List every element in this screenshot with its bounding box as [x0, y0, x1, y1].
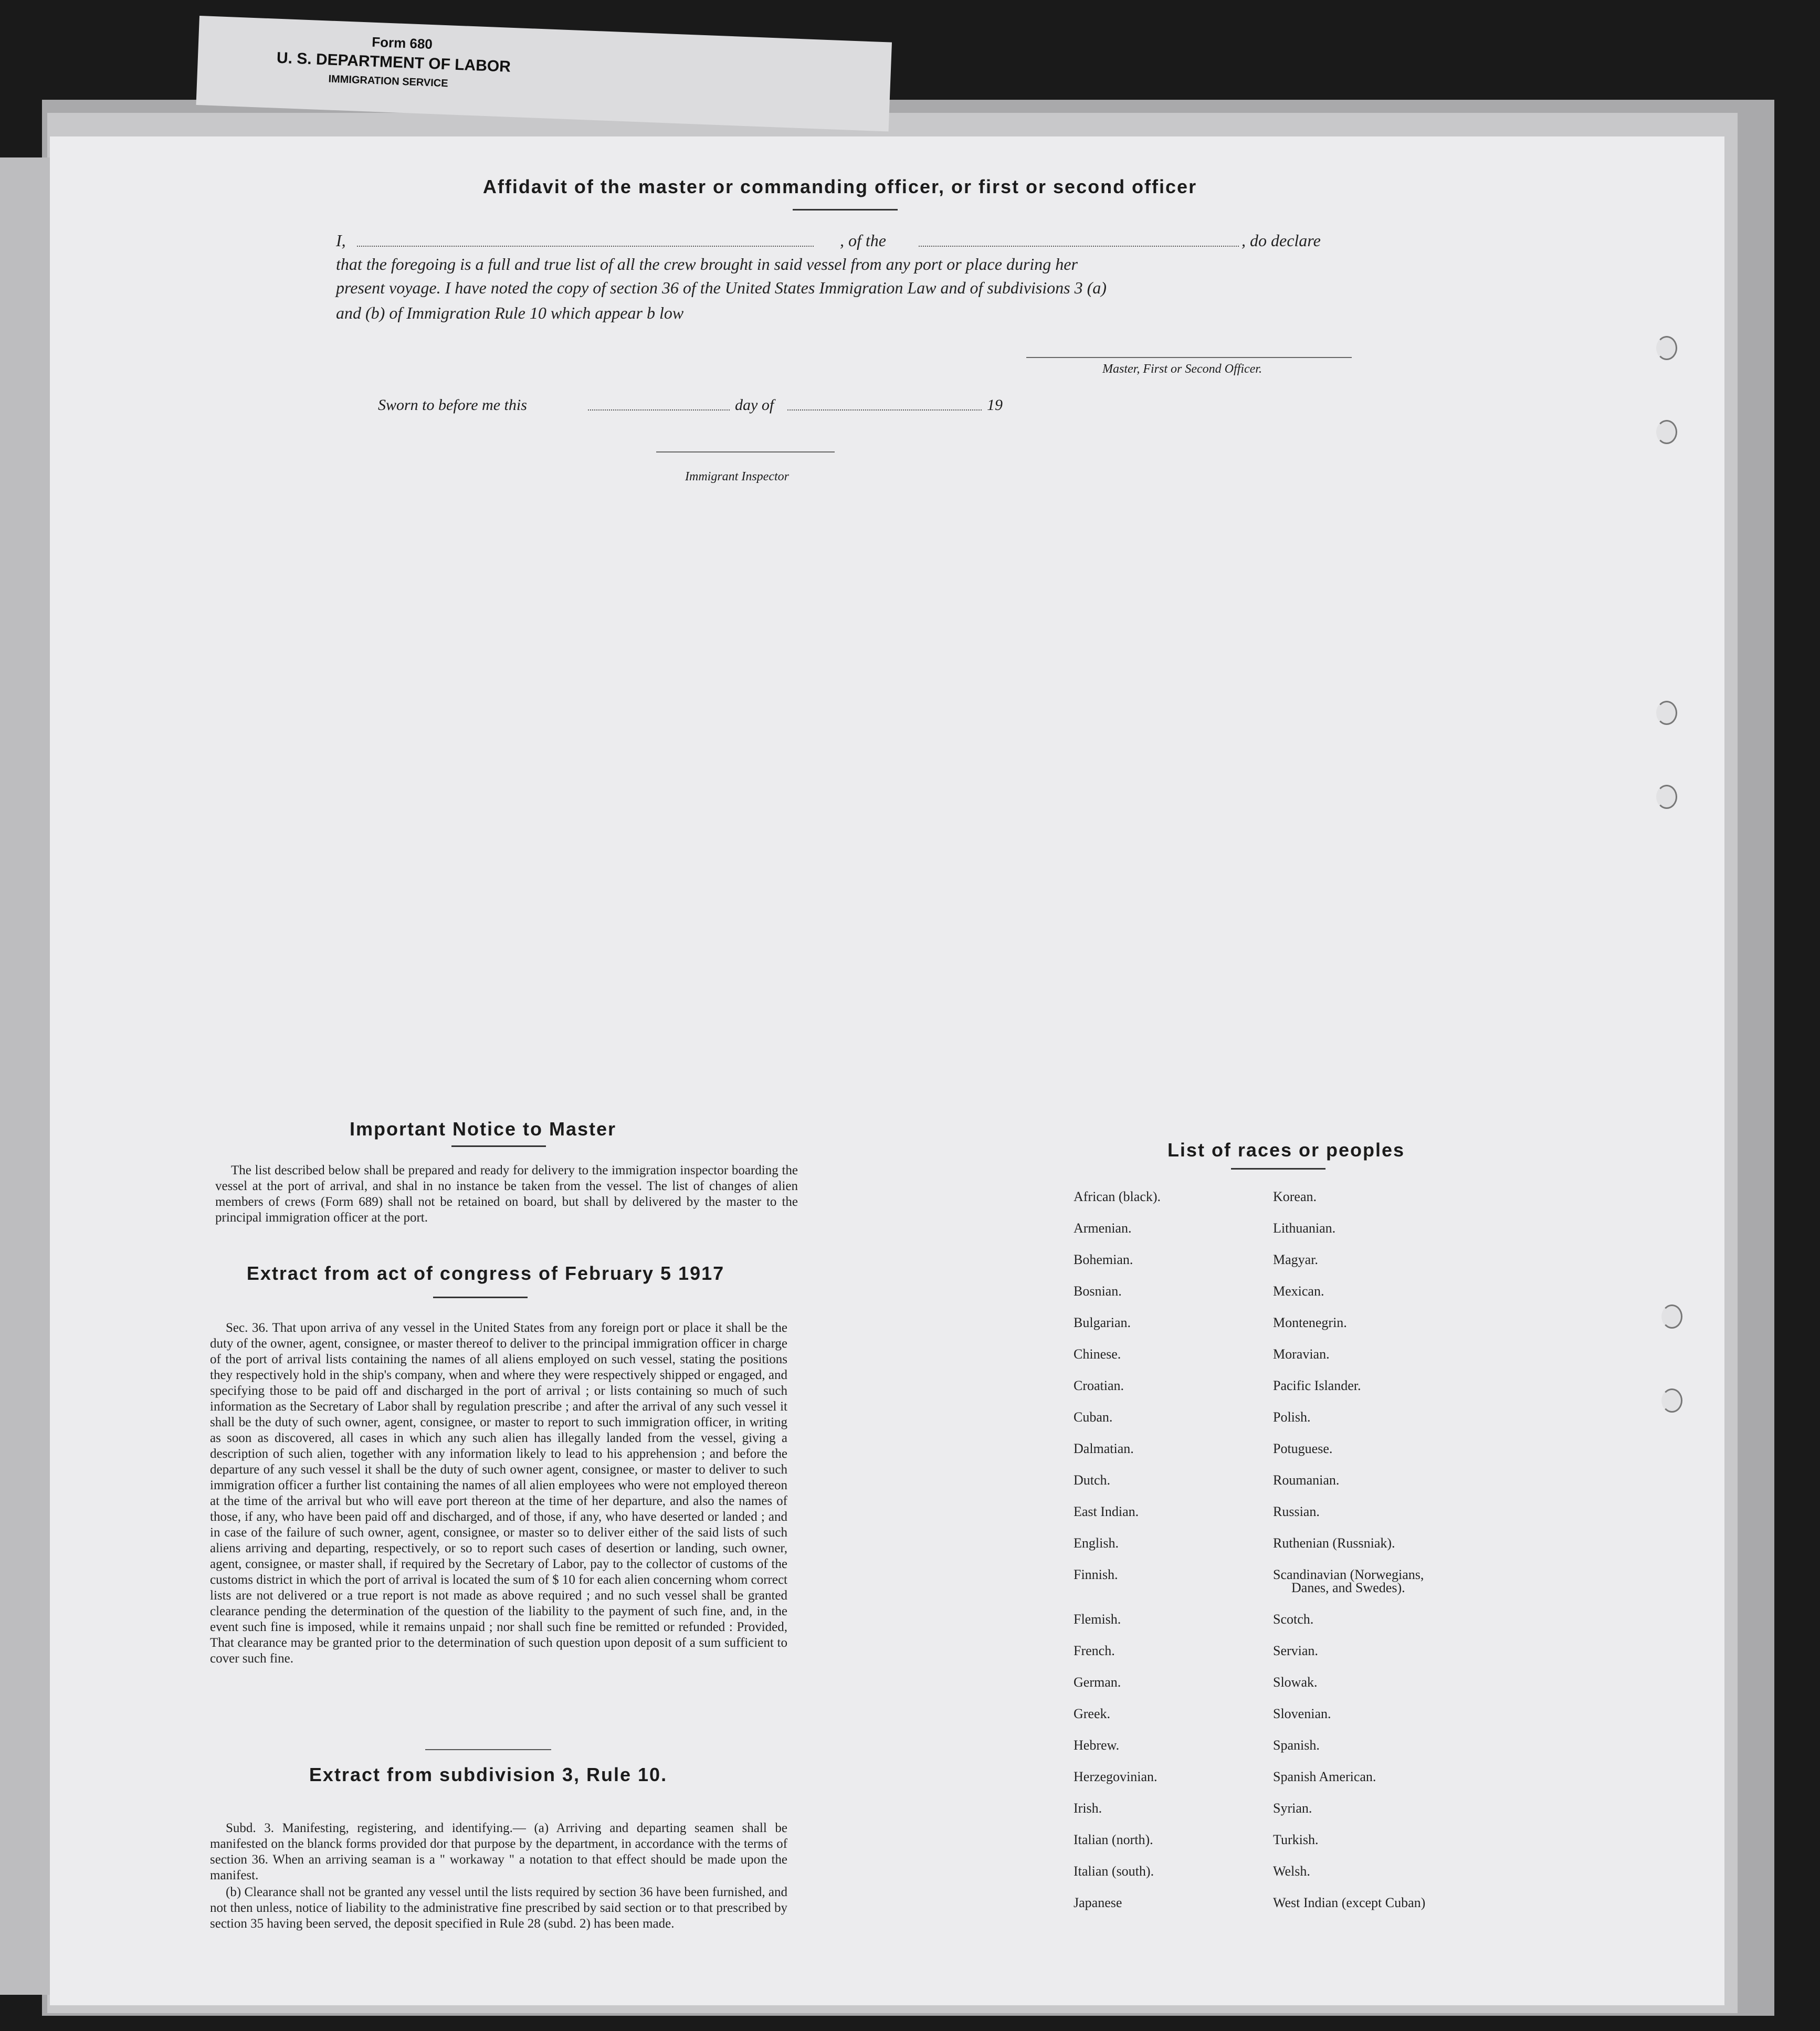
race-item: Japanese — [1074, 1895, 1122, 1910]
race-continuation: Danes, and Swedes). — [1291, 1580, 1405, 1595]
race-item: Spanish. — [1273, 1738, 1320, 1753]
affidavit-line-3: present voyage. I have noted the copy of section 36 of the United States Immigration Law and of subdivisions 3 (a) — [336, 278, 1107, 297]
race-item: Hebrew. — [1074, 1738, 1120, 1753]
inspector-signature-line — [656, 451, 835, 452]
month-blank — [787, 409, 982, 411]
race-item: Herzegovinian. — [1074, 1769, 1158, 1784]
race-item: Roumanian. — [1273, 1472, 1340, 1488]
race-item: Bosnian. — [1074, 1283, 1122, 1299]
extract-rule-title: Extract from subdivision 3, Rule 10. — [309, 1764, 668, 1785]
race-item: English. — [1074, 1535, 1119, 1551]
notice-underline — [451, 1145, 546, 1147]
race-item: Greek. — [1074, 1706, 1111, 1721]
signature-label: Master, First or Second Officer. — [1102, 362, 1262, 376]
sworn-year: 19 — [987, 396, 1003, 414]
inspector-label: Immigrant Inspector — [685, 470, 789, 483]
form-number: Form 680 — [371, 34, 433, 52]
race-item: Spanish American. — [1273, 1769, 1376, 1784]
punch-hole — [1661, 1388, 1682, 1413]
race-item: Montenegrin. — [1273, 1315, 1347, 1330]
race-item: Magyar. — [1273, 1252, 1318, 1267]
race-item: Finnish. — [1074, 1567, 1118, 1582]
race-item: Ruthenian (Russniak). — [1273, 1535, 1395, 1551]
race-item: Mexican. — [1273, 1283, 1324, 1299]
race-item: Croatian. — [1074, 1378, 1124, 1393]
affidavit-line-4: and (b) of Immigration Rule 10 which appear b low — [336, 303, 684, 322]
race-item: Chinese. — [1074, 1346, 1121, 1362]
races-title: List of races or peoples — [1167, 1139, 1405, 1161]
punch-hole — [1656, 701, 1677, 725]
race-item: Slovenian. — [1273, 1706, 1331, 1721]
races-underline — [1231, 1168, 1325, 1170]
extract-act-underline — [433, 1297, 528, 1298]
day-blank — [588, 409, 730, 411]
affidavit-i: I, — [336, 231, 346, 250]
sworn-text: Sworn to before me this — [378, 396, 527, 414]
race-item: French. — [1074, 1643, 1115, 1658]
race-item: West Indian (except Cuban) — [1273, 1895, 1426, 1910]
race-item: Bulgarian. — [1074, 1315, 1131, 1330]
race-item: Bohemian. — [1074, 1252, 1133, 1267]
race-item: Turkish. — [1273, 1832, 1319, 1847]
race-item: Scandinavian (Norwegians, — [1273, 1567, 1424, 1582]
race-item: Korean. — [1273, 1189, 1317, 1204]
race-item: Servian. — [1273, 1643, 1318, 1658]
race-item: Russian. — [1273, 1504, 1320, 1519]
race-item: Potuguese. — [1273, 1441, 1333, 1456]
affidavit-line-2: that the foregoing is a full and true list of all the crew brought in said vessel from any port or place during her — [336, 255, 1078, 273]
race-item: East Indian. — [1074, 1504, 1139, 1519]
extract-rule-para2: (b) Clearance shall not be granted any vessel until the lists required by section 36 have been furnished, and not then unless, notice of liability to the administrative fine prescribed by said section or to that prescribed by section 35 having been served, the deposit specified in Rule 28 (subd. 2) has been made. — [210, 1885, 787, 1931]
underlying-page-edge — [0, 157, 50, 1995]
punch-hole — [1656, 785, 1677, 809]
affidavit-title: Affidavit of the master or commanding officer, or first or second officer — [482, 176, 1197, 197]
extract-act-title: Extract from act of congress of February 5 1917 — [246, 1262, 725, 1284]
race-item: Irish. — [1074, 1801, 1102, 1816]
race-item: Welsh. — [1273, 1864, 1310, 1879]
affidavit-of-the: , of the — [840, 231, 886, 250]
race-item: Scotch. — [1273, 1612, 1314, 1627]
notice-title: Important Notice to Master — [349, 1118, 617, 1140]
punch-hole — [1661, 1304, 1682, 1329]
extract-rule-para1: Subd. 3. Manifesting, registering, and identifying.— (a) Arriving and departing seamen shall be manifested on the blanck forms provided dor that purpose by the department, in accordance with the terms of section 36. When an arriving seaman is a " workaway " a notation to that effect should be made upon the manifest. — [210, 1821, 787, 1882]
race-item: Slowak. — [1273, 1675, 1318, 1690]
race-item: Dalmatian. — [1074, 1441, 1134, 1456]
vessel-blank — [919, 246, 1239, 247]
race-item: Cuban. — [1074, 1409, 1113, 1425]
race-item: Armenian. — [1074, 1220, 1132, 1236]
punch-hole — [1656, 336, 1677, 360]
race-item: Italian (north). — [1074, 1832, 1153, 1847]
service-label: IMMIGRATION SERVICE — [328, 73, 448, 90]
race-item: German. — [1074, 1675, 1121, 1690]
race-item: Italian (south). — [1074, 1864, 1154, 1879]
race-item: Flemish. — [1074, 1612, 1121, 1627]
section-separator — [425, 1749, 551, 1750]
race-item: Lithuanian. — [1273, 1220, 1336, 1236]
race-item: African (black). — [1074, 1189, 1161, 1204]
affidavit-line-1 — [336, 231, 1354, 250]
title-underline — [793, 209, 898, 211]
race-item: Pacific Islander. — [1273, 1378, 1361, 1393]
notice-text: The list described below shall be prepared and ready for delivery to the immigration inspector boarding the vessel at the port of arrival, and shal in no instance be taken from the vessel. The list of changes of alien members of crews (Form 689) shall not be retained on board, but shall by delivered by the master to the principal immigration officer at the port. — [215, 1163, 798, 1225]
affidavit-declare: , do declare — [1242, 231, 1321, 250]
sworn-day-of: day of — [735, 396, 774, 414]
punch-hole — [1656, 420, 1677, 444]
name-blank — [357, 246, 814, 247]
race-item: Syrian. — [1273, 1801, 1312, 1816]
main-document-page — [50, 136, 1724, 2005]
signature-line — [1026, 357, 1352, 358]
department-label: U. S. DEPARTMENT OF LABOR — [276, 49, 511, 76]
race-item: Polish. — [1273, 1409, 1311, 1425]
extract-act-text: Sec. 36. That upon arriva of any vessel in the United States from any foreign port or place it shall be the duty of the owner, agent, consignee, or master thereof to deliver to the principal immigration officer in charge of the port of arrival lists containing the names of all aliens employed on such vessel, stating the positions they respectively hold in the ship's company, when and where they were respectively shipped or engaged, and specifying those to be paid off and discharged in the port of arrival ; or lists containing so much of such information as the Secretary of Labor shall by regulation prescribe ; and after the arrival of any such vessel it shall be the duty of such owner, agent, consignee, or master to report to such immigration officer, in writing as soon as discovered, all cases in which any such alien has illegally landed from the vessel, giving a description of such alien, together with any information likely to lead to his apprehension ; and before the departure of any such vessel it shall be the duty of such owner agent, consignee, or master to deliver to such immigration officer a further list containing the names of all alien employees who were not employed thereon at the time of the arrival but who will eave port thereon at the time of her departure, and also the names of those, if any, who have been paid off and discharged, and of those, if any, who have deserted or landed ; and in case of the failure of such owner, agent, consignee, or master so to deliver either of the said lists of such aliens arriving and departing, respectively, or so to report such cases of desertion or landing, such owner, agent, consignee, or master shall, if required by the Secretary of Labor, pay to the collector of customs of the customs district in which the port of arrival is located the sum of $ 10 for each alien concerning whom correct lists are not delivered or a true report is not made as above required ; and no such vessel shall be granted clearance pending the determination of the question of the liability to the payment of such fine, and, in the event such fine is imposed, while it remains unpaid ; nor shall such fine be remitted or refunded : Provided, That clearance may be granted prior to the determination of such question upon deposit of a sum sufficient to cover such fine. — [210, 1321, 787, 1666]
race-item: Moravian. — [1273, 1346, 1330, 1362]
race-item: Dutch. — [1074, 1472, 1111, 1488]
